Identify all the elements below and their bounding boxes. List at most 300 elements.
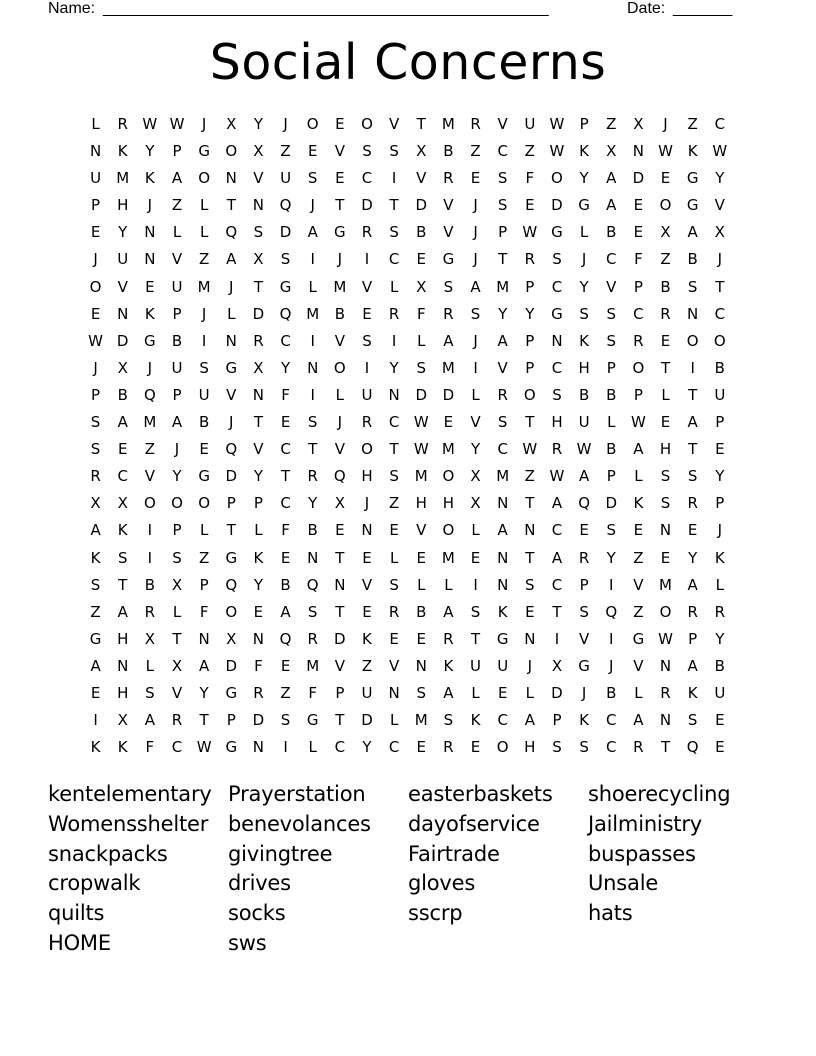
grid-letter: K: [90, 548, 101, 567]
grid-letter: E: [90, 304, 101, 323]
grid-letter: N: [524, 521, 536, 540]
grid-letter: M: [116, 169, 130, 188]
grid-letter: K: [443, 656, 454, 675]
grid-letter: S: [117, 548, 128, 567]
grid-letter: O: [198, 169, 211, 188]
grid-letter: P: [172, 385, 182, 404]
word-list-item: Womensshelter: [48, 811, 209, 836]
grid-letter: R: [361, 223, 373, 242]
grid-letter: N: [144, 250, 156, 269]
grid-letter: C: [388, 413, 400, 432]
grid-letter: E: [416, 548, 426, 567]
grid-letter: R: [687, 494, 698, 513]
grid-letter: P: [688, 629, 698, 648]
grid-letter: E: [416, 738, 426, 757]
grid-letter: L: [172, 602, 182, 621]
grid-letter: Y: [715, 629, 725, 648]
grid-letter: R: [253, 683, 264, 702]
grid-letter: S: [90, 575, 101, 594]
grid-letter: V: [388, 115, 400, 133]
grid-letter: O: [306, 115, 319, 133]
grid-letter: R: [144, 602, 156, 621]
grid-letter: V: [714, 196, 725, 215]
grid-letter: N: [307, 548, 319, 567]
grid-letter: V: [416, 169, 427, 188]
grid-letter: L: [91, 115, 100, 133]
grid-letter: G: [225, 548, 238, 567]
grid-letter: R: [443, 169, 454, 188]
grid-letter: P: [552, 711, 562, 730]
grid-letter: B: [443, 142, 454, 161]
grid-letter: J: [364, 494, 370, 513]
grid-letter: N: [252, 629, 265, 648]
grid-letter: W: [413, 440, 429, 459]
grid-letter: E: [280, 548, 291, 567]
grid-letter: B: [714, 358, 725, 377]
grid-letter: W: [549, 142, 565, 161]
header-row: [48, 0, 748, 20]
grid-letter: A: [171, 413, 183, 432]
grid-letter: E: [470, 738, 481, 757]
grid-letter: J: [473, 196, 478, 215]
grid-letter: S: [606, 521, 616, 540]
grid-letter: S: [687, 711, 698, 730]
grid-letter: S: [660, 494, 671, 513]
grid-letter: T: [253, 413, 263, 432]
grid-letter: N: [659, 711, 672, 730]
grid-letter: B: [117, 385, 128, 404]
grid-letter: C: [606, 250, 617, 269]
grid-letter: W: [630, 413, 646, 432]
grid-letter: I: [609, 629, 614, 648]
grid-letter: R: [90, 467, 101, 486]
word-list-item: buspasses: [588, 841, 696, 866]
grid-letter: E: [470, 169, 481, 188]
grid-letter: E: [660, 169, 671, 188]
grid-letter: E: [687, 521, 698, 540]
grid-letter: R: [497, 385, 508, 404]
grid-letter: A: [687, 575, 698, 594]
grid-letter: B: [606, 683, 617, 702]
grid-letter: W: [576, 440, 592, 459]
grid-letter: T: [552, 602, 562, 621]
grid-letter: R: [388, 602, 400, 621]
grid-letter: N: [307, 358, 319, 377]
grid-letter: V: [443, 223, 454, 242]
grid-letter: X: [253, 358, 264, 377]
grid-letter: L: [145, 656, 155, 675]
grid-letter: X: [117, 358, 128, 377]
grid-letter: B: [606, 385, 617, 404]
grid-letter: P: [498, 223, 508, 242]
grid-letter: O: [361, 115, 373, 133]
grid-letter: I: [554, 629, 560, 648]
grid-letter: W: [712, 142, 728, 161]
grid-letter: E: [497, 683, 508, 702]
grid-letter: I: [391, 169, 397, 188]
grid-letter: S: [443, 711, 454, 730]
grid-letter: P: [226, 711, 236, 730]
grid-letter: P: [606, 467, 616, 486]
grid-letter: K: [633, 494, 644, 513]
grid-letter: N: [659, 521, 672, 540]
grid-letter: Y: [118, 223, 128, 242]
grid-letter: O: [143, 494, 156, 513]
grid-letter: O: [361, 440, 373, 459]
grid-letter: X: [714, 223, 725, 242]
grid-letter: K: [497, 602, 508, 621]
grid-letter: F: [308, 683, 318, 702]
grid-letter: N: [687, 304, 699, 323]
grid-letter: K: [687, 142, 698, 161]
grid-letter: N: [524, 629, 536, 648]
grid-letter: V: [334, 331, 345, 350]
grid-letter: J: [93, 250, 98, 269]
grid-letter: O: [551, 169, 563, 188]
grid-letter: T: [172, 629, 182, 648]
grid-letter: K: [579, 142, 590, 161]
grid-letter: P: [172, 142, 182, 161]
grid-letter: N: [89, 142, 102, 161]
grid-letter: Y: [470, 440, 481, 459]
grid-letter: W: [88, 331, 103, 350]
grid-letter: Q: [279, 196, 292, 215]
grid-letter: O: [686, 331, 699, 350]
grid-letter: J: [473, 331, 478, 350]
grid-letter: X: [470, 494, 481, 513]
grid-letter: S: [497, 169, 508, 188]
grid-letter: T: [226, 521, 236, 540]
grid-letter: V: [334, 142, 345, 161]
grid-letter: G: [686, 169, 699, 188]
grid-letter: V: [443, 196, 454, 215]
grid-letter: E: [633, 521, 644, 540]
grid-letter: V: [470, 413, 481, 432]
grid-letter: A: [307, 223, 318, 242]
grid-letter: Y: [525, 304, 535, 323]
grid-letter: T: [253, 277, 263, 296]
grid-letter: E: [633, 196, 644, 215]
word-list-item: Jailministry: [588, 811, 703, 836]
grid-letter: A: [578, 467, 590, 486]
grid-letter: A: [633, 711, 644, 730]
grid-letter: E: [362, 304, 372, 323]
grid-letter: Q: [225, 575, 238, 594]
grid-letter: L: [172, 223, 182, 242]
grid-letter: N: [252, 738, 265, 757]
grid-letter: J: [229, 277, 234, 296]
grid-letter: T: [498, 250, 508, 269]
grid-letter: L: [471, 385, 480, 404]
grid-letter: O: [442, 467, 455, 486]
grid-letter: K: [714, 548, 725, 567]
grid-letter: E: [443, 413, 454, 432]
grid-letter: O: [198, 494, 211, 513]
grid-letter: F: [145, 738, 155, 757]
grid-letter: T: [335, 711, 345, 730]
grid-letter: E: [117, 440, 128, 459]
grid-letter: B: [687, 250, 698, 269]
grid-letter: S: [389, 223, 399, 242]
grid-letter: W: [658, 142, 673, 161]
grid-letter: P: [633, 277, 643, 296]
grid-letter: E: [335, 115, 345, 133]
grid-letter: Y: [362, 738, 372, 757]
grid-letter: X: [253, 250, 264, 269]
grid-letter: N: [497, 548, 509, 567]
grid-letter: J: [229, 413, 234, 432]
grid-letter: R: [551, 440, 563, 459]
grid-letter: Y: [253, 467, 263, 486]
grid-letter: B: [606, 440, 617, 459]
grid-letter: E: [362, 548, 372, 567]
grid-letter: W: [522, 440, 538, 459]
grid-letter: A: [117, 413, 128, 432]
grid-letter: V: [416, 521, 427, 540]
grid-letter: L: [254, 521, 263, 540]
grid-letter: Y: [715, 169, 725, 188]
grid-letter: N: [361, 521, 373, 540]
grid-letter: A: [524, 711, 535, 730]
grid-letter: C: [633, 304, 644, 323]
grid-letter: X: [226, 629, 237, 648]
grid-letter: S: [199, 358, 209, 377]
grid-letter: J: [581, 683, 587, 702]
grid-letter: M: [197, 277, 211, 296]
grid-letter: B: [171, 331, 183, 350]
grid-letter: X: [633, 115, 644, 133]
grid-letter: U: [361, 683, 373, 702]
grid-letter: V: [171, 683, 183, 702]
grid-letter: K: [90, 738, 101, 757]
grid-letter: D: [252, 711, 265, 730]
grid-letter: Y: [253, 115, 263, 133]
grid-letter: J: [283, 115, 288, 133]
grid-letter: P: [172, 521, 182, 540]
grid-letter: T: [470, 629, 481, 648]
grid-letter: C: [497, 711, 508, 730]
name-blank-line: _____________________________________________________: [103, 0, 549, 17]
grid-letter: G: [632, 629, 645, 648]
grid-letter: E: [715, 738, 725, 757]
grid-letter: J: [337, 250, 343, 269]
grid-letter: C: [551, 521, 563, 540]
grid-letter: L: [634, 467, 643, 486]
grid-letter: Q: [143, 385, 156, 404]
grid-letter: K: [470, 711, 481, 730]
grid-letter: D: [279, 223, 292, 242]
grid-letter: L: [661, 385, 670, 404]
grid-letter: J: [473, 223, 478, 242]
grid-letter: U: [578, 413, 590, 432]
word-list-item: sscrp: [408, 901, 463, 926]
grid-letter: N: [388, 385, 400, 404]
grid-letter: N: [117, 656, 129, 675]
grid-letter: Z: [280, 142, 291, 161]
grid-letter: L: [634, 683, 643, 702]
grid-letter: R: [443, 738, 454, 757]
grid-letter: E: [199, 440, 209, 459]
grid-letter: A: [443, 331, 454, 350]
grid-letter: A: [226, 250, 237, 269]
grid-letter: Y: [715, 467, 725, 486]
word-list-item: easterbaskets: [408, 782, 553, 806]
grid-letter: F: [254, 656, 263, 675]
grid-letter: C: [280, 331, 291, 350]
grid-letter: L: [389, 277, 399, 296]
grid-letter: Z: [606, 115, 617, 133]
grid-letter: U: [171, 277, 183, 296]
grid-letter: E: [280, 413, 291, 432]
grid-letter: D: [252, 304, 265, 323]
grid-letter: H: [117, 683, 129, 702]
grid-letter: G: [225, 683, 238, 702]
word-list: [48, 779, 768, 958]
grid-letter: D: [415, 196, 428, 215]
grid-letter: R: [470, 115, 481, 133]
grid-letter: G: [198, 142, 210, 161]
grid-letter: H: [361, 467, 373, 486]
grid-letter: V: [633, 575, 644, 594]
grid-letter: W: [196, 738, 212, 757]
grid-letter: S: [307, 169, 318, 188]
grid-letter: N: [252, 385, 265, 404]
grid-letter: E: [90, 223, 101, 242]
grid-letter: U: [524, 115, 536, 133]
grid-letter: Y: [199, 683, 209, 702]
grid-letter: T: [416, 115, 426, 133]
grid-letter: T: [688, 385, 698, 404]
grid-letter: Z: [633, 602, 644, 621]
grid-letter: M: [659, 575, 672, 594]
grid-letter: R: [578, 548, 590, 567]
grid-letter: A: [497, 331, 508, 350]
grid-letter: L: [199, 223, 209, 242]
grid-letter: Z: [90, 602, 101, 621]
grid-letter: K: [579, 331, 590, 350]
grid-letter: V: [334, 440, 345, 459]
grid-letter: S: [497, 413, 508, 432]
grid-letter: X: [90, 494, 101, 513]
grid-letter: N: [659, 656, 672, 675]
grid-letter: S: [253, 223, 264, 242]
letter-grid: [82, 111, 733, 761]
grid-letter: P: [579, 575, 589, 594]
grid-letter: K: [253, 548, 264, 567]
word-list-item: sws: [228, 930, 267, 955]
grid-letter: E: [90, 683, 101, 702]
grid-letter: V: [334, 656, 345, 675]
grid-letter: R: [443, 629, 454, 648]
grid-letter: I: [310, 331, 315, 350]
grid-letter: Z: [470, 142, 481, 161]
grid-letter: C: [388, 738, 400, 757]
grid-letter: D: [415, 385, 428, 404]
grid-letter: V: [361, 277, 373, 296]
grid-letter: S: [525, 575, 535, 594]
grid-letter: A: [606, 196, 617, 215]
grid-letter: T: [308, 440, 318, 459]
date-blank-line: _______: [673, 0, 732, 17]
grid-letter: D: [605, 494, 618, 513]
grid-letter: O: [225, 602, 238, 621]
grid-letter: P: [199, 575, 209, 594]
grid-letter: E: [660, 413, 671, 432]
word-list-item: Fairtrade: [408, 841, 500, 866]
grid-letter: X: [334, 494, 345, 513]
grid-letter: U: [198, 385, 210, 404]
grid-letter: X: [226, 115, 237, 133]
grid-letter: M: [441, 440, 455, 459]
grid-letter: S: [389, 575, 399, 594]
grid-letter: A: [687, 223, 698, 242]
grid-letter: N: [252, 196, 265, 215]
grid-letter: J: [337, 413, 343, 432]
grid-letter: S: [660, 467, 671, 486]
grid-letter: E: [307, 142, 318, 161]
grid-letter: A: [633, 440, 644, 459]
grid-letter: H: [659, 440, 672, 459]
grid-letter: W: [169, 115, 185, 133]
grid-letter: Z: [524, 467, 535, 486]
grid-letter: R: [687, 602, 698, 621]
grid-letter: B: [416, 602, 427, 621]
grid-letter: H: [415, 494, 427, 513]
grid-letter: S: [172, 548, 182, 567]
grid-letter: G: [225, 738, 238, 757]
grid-letter: D: [442, 385, 455, 404]
grid-letter: V: [606, 277, 617, 296]
grid-letter: Y: [688, 548, 698, 567]
grid-letter: O: [225, 142, 238, 161]
grid-letter: R: [307, 629, 318, 648]
grid-letter: E: [335, 169, 345, 188]
grid-letter: L: [308, 738, 317, 757]
word-list-item: quilts: [48, 901, 105, 926]
grid-letter: O: [659, 602, 672, 621]
grid-letter: Z: [198, 548, 210, 567]
grid-letter: B: [280, 575, 291, 594]
grid-letter: W: [522, 223, 538, 242]
grid-letter: A: [551, 548, 563, 567]
grid-letter: R: [117, 115, 128, 133]
grid-letter: R: [361, 413, 373, 432]
grid-letter: Z: [633, 548, 644, 567]
grid-letter: B: [606, 223, 617, 242]
grid-letter: B: [144, 575, 155, 594]
grid-letter: U: [361, 385, 373, 404]
grid-letter: C: [171, 738, 183, 757]
grid-letter: R: [714, 602, 726, 621]
grid-letter: Z: [660, 250, 671, 269]
grid-letter: J: [147, 358, 153, 377]
grid-letter: M: [306, 304, 320, 323]
word-list-item: HOME: [48, 930, 111, 955]
grid-letter: X: [117, 711, 128, 730]
grid-letter: Y: [172, 467, 182, 486]
grid-letter: G: [144, 331, 156, 350]
grid-letter: S: [579, 738, 589, 757]
grid-letter: Y: [280, 358, 291, 377]
grid-letter: G: [551, 304, 563, 323]
grid-letter: K: [687, 683, 698, 702]
grid-letter: T: [389, 440, 399, 459]
grid-letter: S: [280, 250, 291, 269]
grid-letter: P: [715, 413, 725, 432]
grid-letter: S: [389, 142, 399, 161]
grid-letter: B: [578, 385, 590, 404]
word-list-item: kentelementary: [48, 782, 212, 806]
